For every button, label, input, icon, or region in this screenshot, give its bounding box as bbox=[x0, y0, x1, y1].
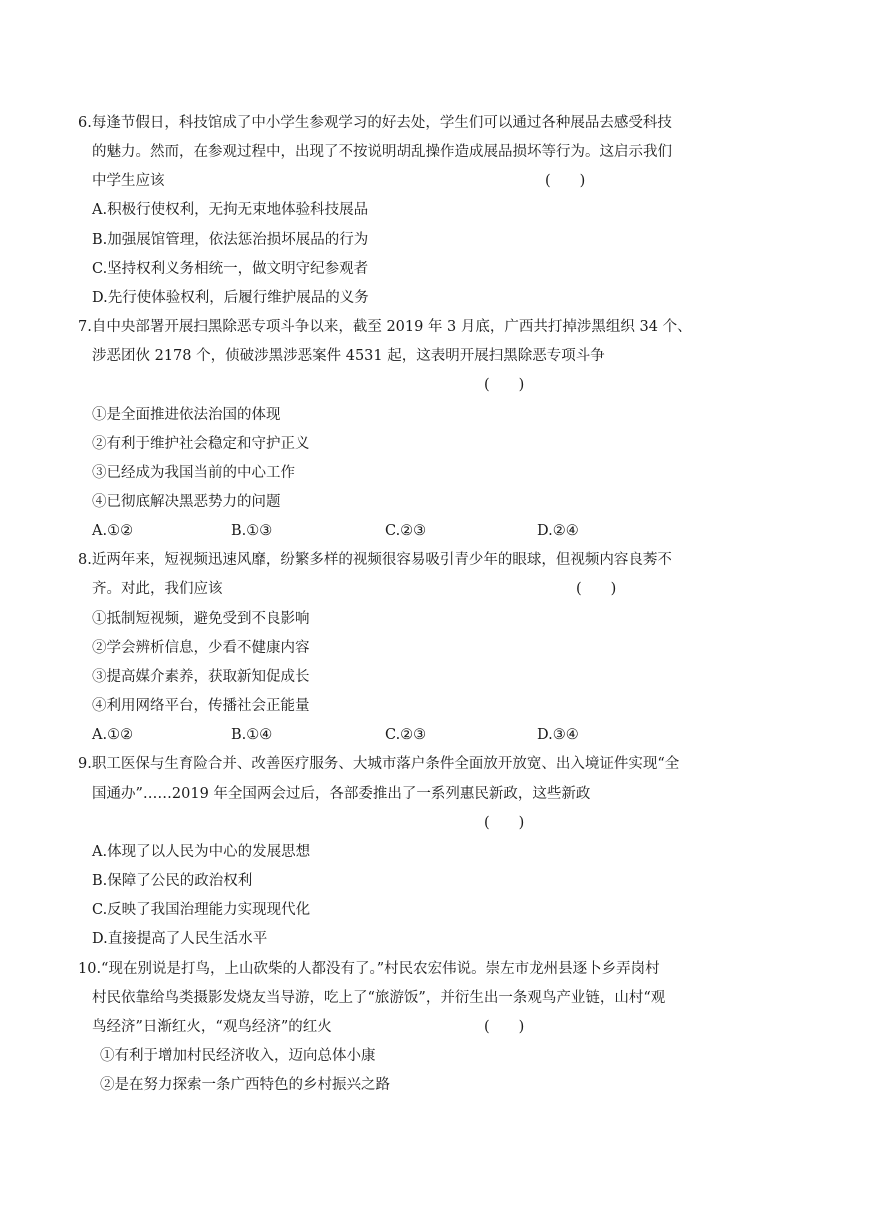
question-7-choice-d: D.②④ bbox=[537, 523, 579, 539]
question-7-choice-b: B.①③ bbox=[231, 523, 273, 539]
question-10-line-2: 村民依靠给鸟类摄影发烧友当导游，吃上了“旅游饭”，并衍生出一条观鸟产业链，山村“观 bbox=[92, 990, 666, 1006]
question-8-choice-d: D.③④ bbox=[537, 727, 579, 743]
question-7-statement-4: ④已彻底解决黑恶势力的问题 bbox=[92, 494, 281, 510]
question-7-line-2: 涉恶团伙 2178 个，侦破涉黑涉恶案件 4531 起，这表明开展扫黑除恶专项斗争 bbox=[92, 348, 605, 364]
question-8-statement-1: ①抵制短视频，避免受到不良影响 bbox=[92, 611, 310, 627]
question-10-line-1: 10.“现在别说是打鸟，上山砍柴的人都没有了。”村民农宏伟说。崇左市龙州县逐卜乡弄岗村 bbox=[78, 961, 660, 977]
question-9-line-2: 国通办”……2019 年全国两会过后，各部委推出了一系列惠民新政，这些新政 bbox=[92, 786, 591, 802]
question-8-statement-2: ②学会辨析信息，少看不健康内容 bbox=[92, 640, 310, 656]
question-8-line-1: 8.近两年来，短视频迅速风靡，纷繁多样的视频很容易吸引青少年的眼球，但视频内容良莠不 bbox=[78, 552, 672, 568]
question-7-statement-1: ①是全面推进依法治国的体现 bbox=[92, 407, 281, 423]
question-6-answer-paren: ( ) bbox=[545, 173, 586, 189]
question-7-line-1: 7.自中央部署开展扫黑除恶专项斗争以来，截至 2019 年 3 月底，广西共打掉涉黑组织 34 个、 bbox=[78, 319, 692, 335]
question-9-option-d: D.直接提高了人民生活水平 bbox=[92, 931, 268, 947]
question-8-statement-4: ④利用网络平台，传播社会正能量 bbox=[92, 698, 310, 714]
question-7-answer-paren: ( ) bbox=[484, 377, 525, 393]
question-6-option-a: A.积极行使权利，无拘无束地体验科技展品 bbox=[92, 202, 369, 218]
question-8-choice-a: A.①② bbox=[92, 727, 134, 743]
question-6-line-2: 的魅力。然而，在参观过程中，出现了不按说明胡乱操作造成展品损坏等行为。这启示我们 bbox=[92, 144, 672, 160]
question-10-statement-2: ②是在努力探索一条广西特色的乡村振兴之路 bbox=[100, 1077, 390, 1093]
question-8-choice-b: B.①④ bbox=[231, 727, 273, 743]
question-9-option-a: A.体现了以人民为中心的发展思想 bbox=[92, 844, 311, 860]
question-10-statement-1: ①有利于增加村民经济收入，迈向总体小康 bbox=[100, 1048, 376, 1064]
question-7-choice-c: C.②③ bbox=[385, 523, 427, 539]
question-6-option-d: D.先行使体验权利，后履行维护展品的义务 bbox=[92, 290, 369, 306]
question-8-choice-c: C.②③ bbox=[385, 727, 427, 743]
question-6-option-c: C.坚持权利义务相统一，做文明守纪参观者 bbox=[92, 261, 369, 277]
question-9-line-1: 9.职工医保与生育险合并、改善医疗服务、大城市落户条件全面放开放宽、出入境证件实现“全 bbox=[78, 756, 680, 772]
question-6-option-b: B.加强展馆管理，依法惩治损坏展品的行为 bbox=[92, 232, 369, 248]
question-9-option-c: C.反映了我国治理能力实现现代化 bbox=[92, 902, 311, 918]
question-6-line-1: 6.每逢节假日，科技馆成了中小学生参观学习的好去处，学生们可以通过各种展品去感受科技 bbox=[78, 115, 672, 131]
question-8-statement-3: ③提高媒介素养，获取新知促成长 bbox=[92, 669, 310, 685]
question-10-answer-paren: ( ) bbox=[484, 1019, 525, 1035]
question-9-answer-paren: ( ) bbox=[484, 815, 525, 831]
question-6-line-3: 中学生应该 bbox=[92, 173, 165, 189]
question-10-line-3: 鸟经济”日渐红火，“观鸟经济”的红火 bbox=[92, 1019, 332, 1035]
question-7-statement-3: ③已经成为我国当前的中心工作 bbox=[92, 465, 295, 481]
question-7-choice-a: A.①② bbox=[92, 523, 134, 539]
question-8-answer-paren: ( ) bbox=[576, 581, 617, 597]
question-7-statement-2: ②有利于维护社会稳定和守护正义 bbox=[92, 436, 310, 452]
question-8-line-2: 齐。对此，我们应该 bbox=[92, 581, 223, 597]
question-9-option-b: B.保障了公民的政治权利 bbox=[92, 873, 253, 889]
